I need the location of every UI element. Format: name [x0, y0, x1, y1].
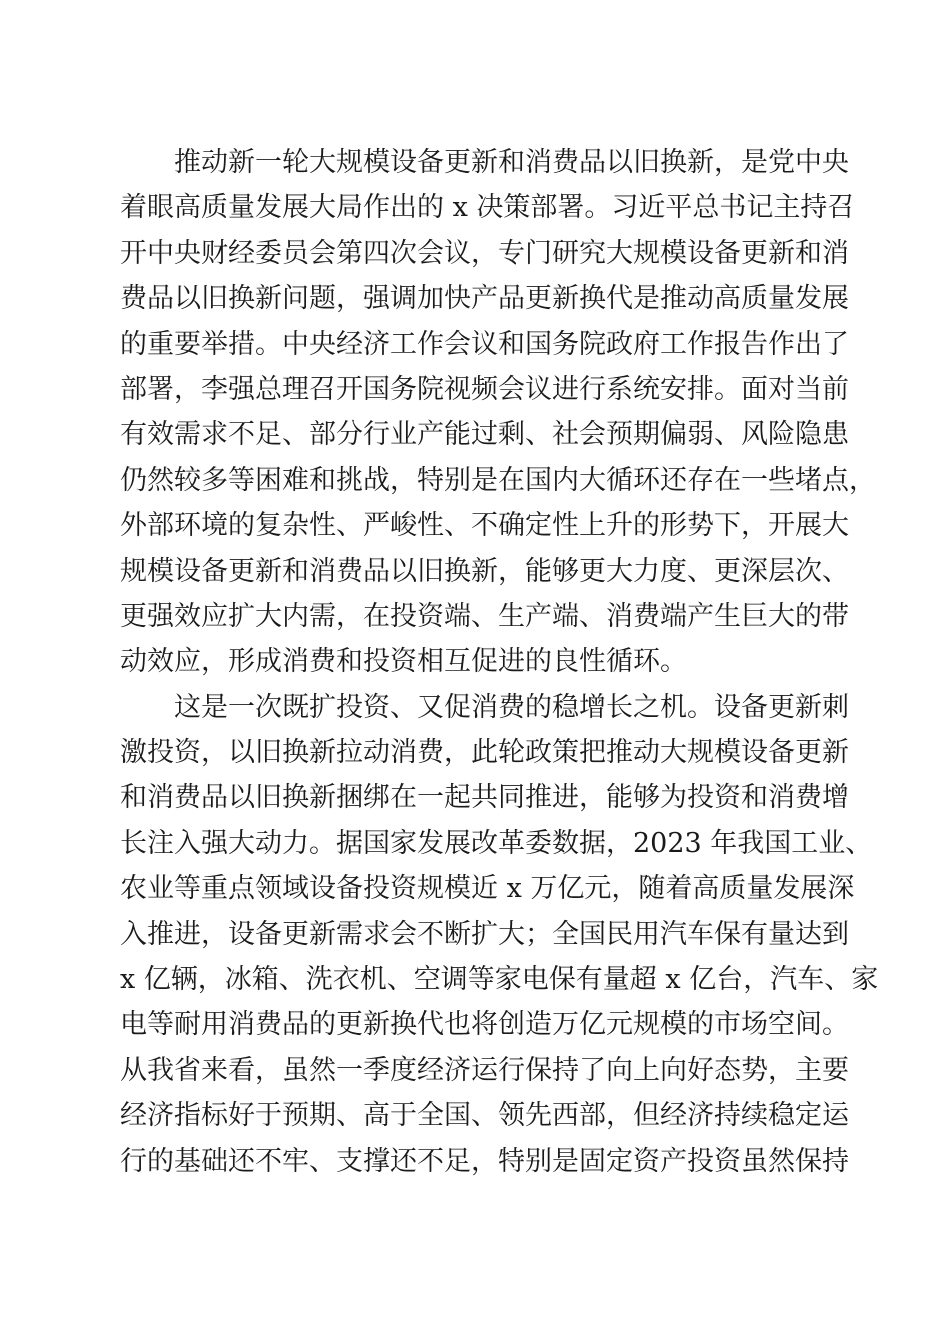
paragraph-1-line-8: 仍然较多等困难和挑战，特别是在国内大循环还存在一些堵点， — [120, 464, 876, 496]
paragraph-1-line-9: 外部环境的复杂性、严峻性、不确定性上升的形势下，开展大 — [120, 510, 849, 542]
paragraph-2-line-9: 从我省来看，虽然一季度经济运行保持了向上向好态势，主要 — [120, 1054, 849, 1086]
paragraph-1-line-11: 更强效应扩大内需，在投资端、生产端、消费端产生巨大的带 — [120, 600, 849, 632]
paragraph-2-line-7: x 亿辆，冰箱、洗衣机、空调等家电保有量超 x 亿台，汽车、家 — [120, 964, 879, 996]
paragraph-2-line-5: 农业等重点领域设备投资规模近 x 万亿元，随着高质量发展深 — [120, 873, 855, 905]
paragraph-2-line-4: 长注入强大动力。据国家发展改革委数据，2023 年我国工业、 — [120, 827, 873, 859]
paragraph-1-line-2: 着眼高质量发展大局作出的 x 决策部署。习近平总书记主持召 — [120, 192, 855, 224]
paragraph-2-line-3: 和消费品以旧换新捆绑在一起共同推进，能够为投资和消费增 — [120, 782, 849, 814]
paragraph-1-line-1: 推动新一轮大规模设备更新和消费品以旧换新，是党中央 — [174, 147, 849, 178]
paragraph-1-line-4: 费品以旧换新问题，强调加快产品更新换代是推动高质量发展 — [120, 283, 849, 315]
paragraph-2-line-11: 行的基础还不牢、支撑还不足，特别是固定资产投资虽然保持 — [120, 1145, 849, 1177]
paragraph-2-line-1: 这是一次既扩投资、又促消费的稳增长之机。设备更新刺 — [174, 691, 849, 723]
paragraph-1-line-6: 部署，李强总理召开国务院视频会议进行系统安排。面对当前 — [120, 373, 849, 405]
paragraph-2-line-2: 激投资，以旧换新拉动消费，此轮政策把推动大规模设备更新 — [120, 737, 849, 769]
paragraph-2-line-10: 经济指标好于预期、高于全国、领先西部，但经济持续稳定运 — [120, 1100, 849, 1132]
paragraph-1-line-10: 规模设备更新和消费品以旧换新，能够更大力度、更深层次、 — [120, 555, 849, 587]
paragraph-1-line-3: 开中央财经委员会第四次会议，专门研究大规模设备更新和消 — [120, 237, 849, 269]
paragraph-2-line-8: 电等耐用消费品的更新换代也将创造万亿元规模的市场空间。 — [120, 1009, 849, 1041]
paragraph-1-line-5: 的重要举措。中央经济工作会议和国务院政府工作报告作出了 — [120, 328, 849, 360]
paragraph-2-line-6: 入推进，设备更新需求会不断扩大；全国民用汽车保有量达到 — [120, 918, 849, 950]
paragraph-1-line-7: 有效需求不足、部分行业产能过剩、社会预期偏弱、风险隐患 — [120, 419, 849, 451]
paragraph-1-line-12: 动效应，形成消费和投资相互促进的良性循环。 — [120, 646, 687, 678]
document-body — [120, 140, 879, 1184]
